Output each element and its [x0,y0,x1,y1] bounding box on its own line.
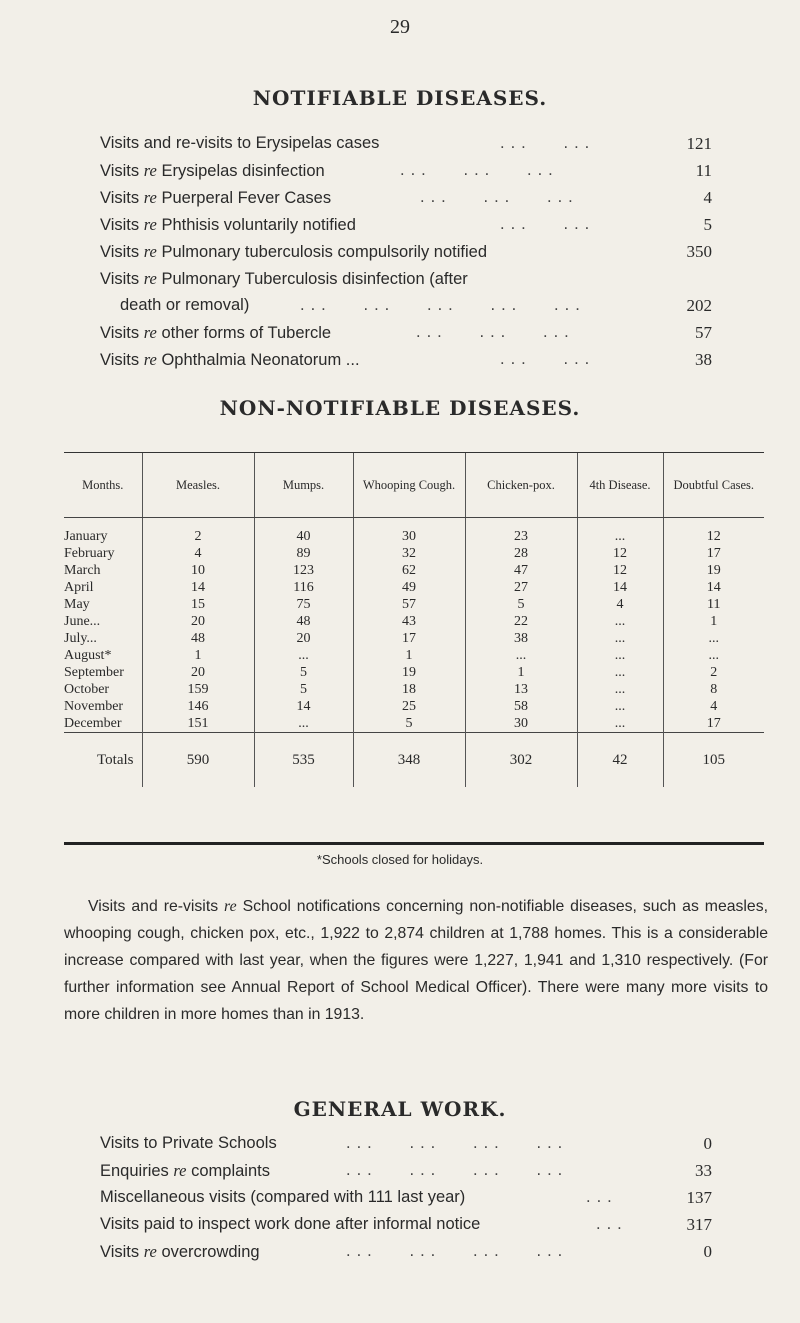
totals-label: Totals [64,733,142,788]
table-bottom-rule [64,842,764,845]
body-paragraph: Visits and re-visits re School notifications concerning non-notifiable diseases, such as measles, whooping cough, chicken pox, etc., 1,922 to 2,874 children at 1,788 homes. This is a considerable increase compared with last year, when the figures were 1,227, 1,941 and 1,310 respectively. (For further information see Annual Report of School Medical Officer). There were many more visits to more children in more homes than in 1913. [64,898,768,1023]
table-cell: ... [577,664,663,681]
table-cell: ... [577,681,663,698]
table-row [64,681,764,698]
leader-dots: ... ... [500,215,596,233]
leader-dots: ... ... ... ... [346,1242,569,1260]
table-cell: 30 [465,715,577,733]
table-cell: ... [663,647,764,664]
table-row [64,579,764,596]
table-cell: 17 [663,545,764,562]
table-cell: 25 [353,698,465,715]
table-cell: 43 [353,613,465,630]
table-cell: 27 [465,579,577,596]
table-cell: 30 [353,518,465,546]
table-row [64,664,764,681]
item-value: 38 [695,350,712,369]
table-cell: 146 [142,698,254,715]
table-cell: ... [465,647,577,664]
page-number: 29 [390,16,410,38]
leader-dots: ... ... ... [400,161,559,179]
column-header: Chicken-pox. [465,453,577,518]
table-cell: 1 [663,613,764,630]
table-cell: 5 [353,715,465,733]
table-row [64,698,764,715]
table-row [64,647,764,664]
totals-cell: 348 [353,733,465,788]
table-row [64,518,764,546]
item-value: 0 [703,1134,712,1153]
table-cell: 123 [254,562,353,579]
table-cell: 15 [142,596,254,613]
table-cell: 1 [465,664,577,681]
item-value: 121 [686,134,712,153]
leader-dots: ... [596,1215,628,1233]
table-row [64,613,764,630]
table-cell: 49 [353,579,465,596]
table-cell: 23 [465,518,577,546]
list-item: Visits re other forms of Tubercle ... ... ... 57 [100,319,712,346]
table-cell: 5 [465,596,577,613]
table-cell: 19 [353,664,465,681]
table-cell: 47 [465,562,577,579]
month-cell: September [64,664,124,680]
item-value: 350 [686,242,712,261]
footnote: *Schools closed for holidays. [316,852,484,867]
table-cell: 38 [465,630,577,647]
notifiable-list [100,130,712,373]
list-item: Visits paid to inspect work done after informal notice ... 317 [100,1211,712,1238]
table-row [64,545,764,562]
list-item: Miscellaneous visits (compared with 111 last year) ... 137 [100,1184,712,1211]
table-cell: 18 [353,681,465,698]
month-cell: July... [64,630,97,646]
table-row [64,630,764,647]
table-cell: ... [577,698,663,715]
table-cell: 14 [663,579,764,596]
table-cell: 57 [353,596,465,613]
table-cell: 14 [142,579,254,596]
list-item: Enquiries re complaints ... ... ... ... 33 [100,1157,712,1184]
table-cell: 116 [254,579,353,596]
table-cell: 13 [465,681,577,698]
month-cell: April [64,579,94,595]
item-value: 57 [695,323,712,342]
table-cell: 1 [353,647,465,664]
item-value: 4 [703,188,712,207]
list-item: Visits re Pulmonary Tuberculosis disinfection (after death or removal) ... ... ... ... ... 202 [100,265,712,319]
table-cell: 2 [663,664,764,681]
table-row [64,562,764,579]
list-item: Visits re overcrowding ... ... ... ... 0 [100,1238,712,1265]
item-value: 5 [703,215,712,234]
table-cell: 159 [142,681,254,698]
general-work-heading: GENERAL WORK. [293,1097,507,1121]
totals-row [64,733,764,788]
table-cell: 20 [142,664,254,681]
list-item: Visits re Phthisis voluntarily notified ... ... 5 [100,211,712,238]
table-cell: ... [577,715,663,733]
leader-dots: ... ... ... ... ... [300,296,586,314]
leader-dots: ... [586,1188,618,1206]
table-cell: 4 [142,545,254,562]
leader-dots: ... ... ... [416,323,575,341]
table-cell: 89 [254,545,353,562]
table-cell: ... [577,647,663,664]
item-value: 33 [695,1161,712,1180]
table-cell: 4 [663,698,764,715]
list-item: Visits re Pulmonary tuberculosis compulsorily notified 350 [100,238,712,265]
notifiable-heading: NOTIFIABLE DISEASES. [252,86,548,110]
table-cell: 32 [353,545,465,562]
table-cell: 17 [663,715,764,733]
table-cell: 8 [663,681,764,698]
item-value: 11 [695,161,712,180]
table-cell: ... [254,647,353,664]
table-cell: 19 [663,562,764,579]
column-header: Measles. [142,453,254,518]
table-header [64,453,764,518]
table-cell: ... [577,630,663,647]
table-cell: 48 [254,613,353,630]
totals-cell: 302 [465,733,577,788]
table-cell: 11 [663,596,764,613]
month-cell: June... [64,613,101,629]
leader-dots: ... ... [500,134,596,152]
table-cell: 62 [353,562,465,579]
column-header: Months. [64,453,142,518]
item-value: 202 [686,296,712,315]
table-cell: ... [577,613,663,630]
month-cell: March [64,562,101,578]
list-item: Visits re Erysipelas disinfection ... ... ... 11 [100,157,712,184]
table-cell: 10 [142,562,254,579]
table-cell: 20 [254,630,353,647]
table-cell: 28 [465,545,577,562]
list-item: Visits re Ophthalmia Neonatorum ... ... ... 38 [100,346,712,373]
month-cell: May [64,596,90,612]
totals-cell: 42 [577,733,663,788]
leader-dots: ... ... ... [420,188,579,206]
non-notifiable-table [64,452,764,787]
column-header: Mumps. [254,453,353,518]
totals-cell: 590 [142,733,254,788]
leader-dots: ... ... ... ... [346,1161,569,1179]
list-item [100,130,712,157]
totals-cell: 535 [254,733,353,788]
month-cell: November [64,698,124,714]
month-cell: February [64,545,115,561]
table-cell: 40 [254,518,353,546]
list-item: Visits re Puerperal Fever Cases ... ... ... 4 [100,184,712,211]
table-cell: 20 [142,613,254,630]
general-work-list [100,1130,712,1265]
table-cell: 17 [353,630,465,647]
table-cell: 151 [142,715,254,733]
table-cell: 2 [142,518,254,546]
table-cell: 4 [577,596,663,613]
column-header: Whooping Cough. [353,453,465,518]
table-cell: 12 [663,518,764,546]
column-header: 4th Disease. [577,453,663,518]
table-cell: 14 [577,579,663,596]
table-cell: ... [254,715,353,733]
table-cell: ... [577,518,663,546]
month-cell: December [64,715,122,731]
table-cell: ... [663,630,764,647]
table-cell: 58 [465,698,577,715]
table-cell: 5 [254,681,353,698]
item-value: 0 [703,1242,712,1261]
table-cell: 48 [142,630,254,647]
table-cell: 14 [254,698,353,715]
item-value: 137 [686,1188,712,1207]
leader-dots: ... ... [500,350,596,368]
month-cell: January [64,528,108,544]
item-label: Visits and re-visits to Erysipelas cases [100,134,380,152]
table-cell: 22 [465,613,577,630]
month-cell: August* [64,647,112,663]
table-cell: 12 [577,562,663,579]
table-row [64,715,764,733]
table-cell: 1 [142,647,254,664]
list-item: Visits to Private Schools ... ... ... ... 0 [100,1130,712,1157]
table-cell: 5 [254,664,353,681]
table-row [64,596,764,613]
item-value: 317 [686,1215,712,1234]
totals-cell: 105 [663,733,764,788]
column-header: Doubtful Cases. [663,453,764,518]
non-notifiable-heading: NON-NOTIFIABLE DISEASES. [219,396,581,420]
table-cell: 75 [254,596,353,613]
month-cell: October [64,681,110,697]
leader-dots: ... ... ... ... [346,1134,569,1152]
table-cell: 12 [577,545,663,562]
